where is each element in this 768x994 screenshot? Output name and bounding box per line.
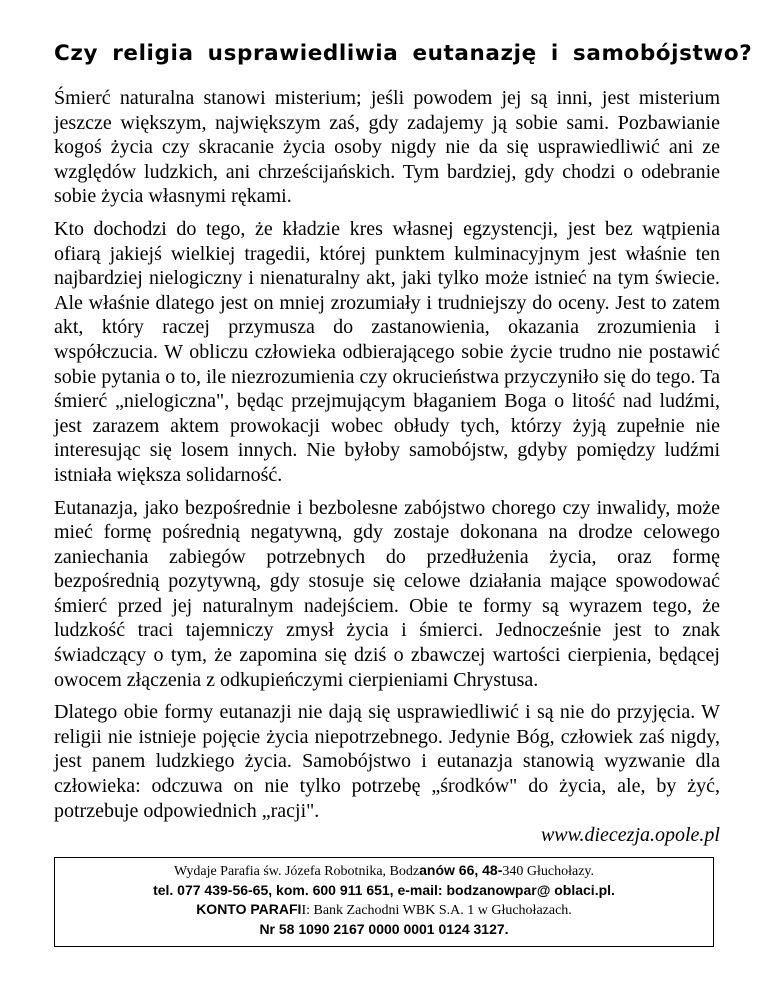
paragraph-4: Dlatego obie formy eutanazji nie dają się usprawiedliwić i są nie do przyjęcia. W religii nie istnieje pojęcie życia niepotrzebnego. Jedynie Bóg, człowiek zaś nigdy, jest panem ludzkiego życia. Samobójstwo i eutanazja stanowią wyzwanie dla człowieka: odczuwa on nie tylko potrzebę „środków" do życia, ale, by żyć, potrzebuje odpowiednich „racji". bbox=[54, 701, 720, 822]
address-text: anów 66, 48- bbox=[419, 862, 503, 878]
paragraph-3: Eutanazja, jako bezpośrednie i bezbolesne zabójstwo chorego czy inwalidy, może mieć formę pośrednią negatywną, gdy zostaje dokonana na drodze celowego zaniechania zabiegów potrzebnych do przedłużenia życia, oraz formę bezpośrednią pozytywną, gdy stosuje się celowe działania mające spowodować śmierć przed jej naturalnym nadejściem. Obie te formy są wyrazem tego, że ludzkość traci tajemniczy zmysł życia i śmierci. Jednocześnie jest to znak świadczący o tym, że zapomina się dziś o zbawczej wartości cierpienia, będącej owocem złączenia z odkupieńczymi cierpieniami Chrystusa. bbox=[54, 496, 720, 691]
paragraph-2: Kto dochodzi do tego, że kładzie kres własnej egzystencji, jest bez wątpienia ofiarą jakiejś wielkiej tragedii, której punktem kulminacyjnym jest właśnie ten najbardziej nielogiczny i nienaturalny akt, jaki tylko może istnieć na tym świecie. Ale właśnie dlatego jest on mniej zrozumiały i trudniejszy do oceny. Jest to zatem akt, który raczej przymusza do zastanowienia, okazania zrozumienia i współczucia. W obliczu człowieka odbierającego sobie życie trudno nie postawić sobie pytania o to, ile niezrozumienia czy okrucieństwa przyczyniło się do tego. Ta śmierć „nielogiczna", będąc przejmującym błaganiem Boga o litość nad ludźmi, jest zarazem aktem prowokacji wobec obłudy tych, którzy żyją zupełnie nie interesując się losem innych. Nie byłoby samobójstw, gdyby pomiędzy ludźmi istniała większa solidarność. bbox=[54, 217, 720, 486]
account-label: KONTO PARAFI bbox=[196, 901, 302, 917]
paragraph-1: Śmierć naturalna stanowi misterium; jeśli powodem jej są inni, jest misterium jeszcze większym, największym zaś, gdy zadajemy ją sobie sami. Pozbawianie kogoś życia czy skracanie życia osoby nigdy nie da się usprawiedliwić ani ze względów ludzkich, ani chrześcijańskich. Tym bardziej, gdy chodzi o odebranie sobie życia własnymi rękami. bbox=[54, 87, 720, 208]
article-title: Czy religia usprawiedliwia eutanazję i samobójstwo? bbox=[54, 41, 753, 66]
footer-line-account bbox=[55, 900, 713, 920]
publisher-text: Wydaje Parafia św. Józefa Robotnika, Bodz bbox=[173, 864, 420, 879]
article bbox=[54, 40, 753, 847]
city-text: 340 Głuchołazy. bbox=[502, 864, 594, 879]
bank-text: I: Bank Zachodni WBK S.A. 1 w Głuchołazach. bbox=[301, 903, 572, 918]
footer-line-account-number: Nr 58 1090 2167 0000 0001 0124 3127. bbox=[259, 921, 509, 937]
footer-line-publisher bbox=[55, 861, 713, 881]
source-link: www.diecezja.opole.pl bbox=[540, 824, 720, 847]
parish-info-box bbox=[54, 857, 714, 947]
footer-line-contact: tel. 077 439-56-65, kom. 600 911 651, e-mail: bodzanowpar@ oblaci.pl. bbox=[153, 882, 615, 898]
